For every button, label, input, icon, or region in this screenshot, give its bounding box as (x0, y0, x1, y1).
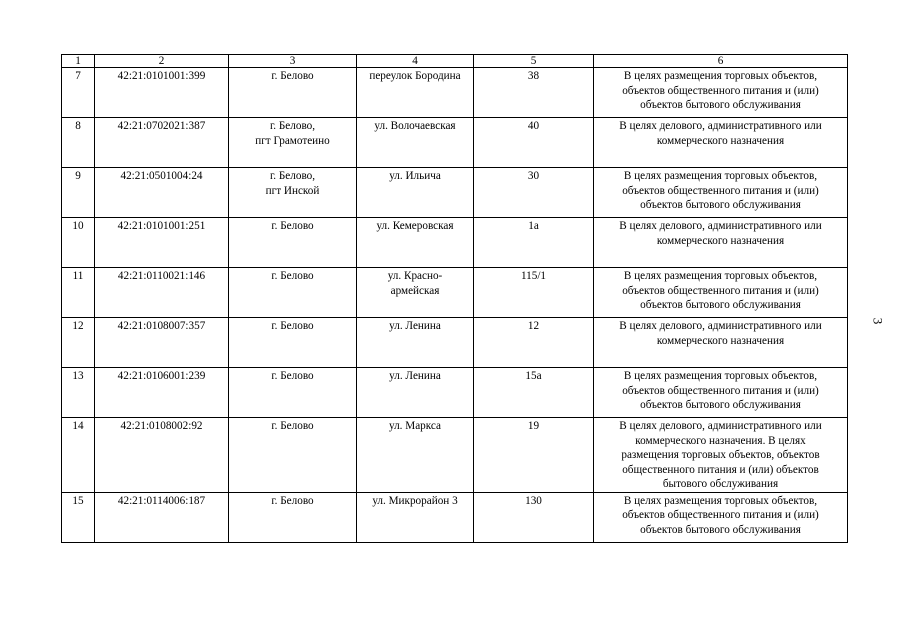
locality-cell: г. Белово (229, 68, 357, 118)
purpose-cell: В целях делового, административного или коммерческого назначения. В целях размещения торговых объектов, объектов общественного питания и (или) объектов бытового обслуживания (594, 418, 848, 493)
cadastral-number-cell: 42:21:0101001:399 (95, 68, 229, 118)
cadastral-number-cell: 42:21:0101001:251 (95, 218, 229, 268)
purpose-cell: В целях делового, административного или коммерческого назначения (594, 318, 848, 368)
column-header-2: 2 (95, 55, 229, 68)
cadastral-number-cell: 42:21:0110021:146 (95, 268, 229, 318)
locality-cell: г. Белово (229, 268, 357, 318)
table-row (62, 418, 848, 493)
purpose-cell: В целях размещения торговых объектов, объектов общественного питания и (или) объектов бытового обслуживания (594, 68, 848, 118)
row-number-cell: 11 (62, 268, 95, 318)
table-row (62, 492, 848, 542)
row-number-cell: 10 (62, 218, 95, 268)
house-number-cell: 1а (474, 218, 594, 268)
street-cell: ул. Ленина (357, 318, 474, 368)
house-number-cell: 15а (474, 368, 594, 418)
table-row (62, 68, 848, 118)
locality-cell: г. Белово (229, 492, 357, 542)
cadastral-number-cell: 42:21:0702021:387 (95, 118, 229, 168)
purpose-cell: В целях делового, административного или коммерческого назначения (594, 118, 848, 168)
column-header-3: 3 (229, 55, 357, 68)
street-cell: ул. Ильича (357, 168, 474, 218)
row-number-cell: 14 (62, 418, 95, 493)
street-cell: ул. Микрорайон 3 (357, 492, 474, 542)
cadastral-number-cell: 42:21:0501004:24 (95, 168, 229, 218)
locality-cell: г. Белово (229, 318, 357, 368)
locality-cell: г. Белово (229, 218, 357, 268)
house-number-cell: 38 (474, 68, 594, 118)
house-number-cell: 130 (474, 492, 594, 542)
cadastral-number-cell: 42:21:0106001:239 (95, 368, 229, 418)
house-number-cell: 30 (474, 168, 594, 218)
land-plots-table (61, 54, 848, 543)
column-header-1: 1 (62, 55, 95, 68)
house-number-cell: 19 (474, 418, 594, 493)
table-row (62, 218, 848, 268)
locality-cell: г. Белово, пгт Грамотеино (229, 118, 357, 168)
street-cell: переулок Бородина (357, 68, 474, 118)
street-cell: ул. Ленина (357, 368, 474, 418)
table-row (62, 368, 848, 418)
page-number: 3 (870, 317, 886, 325)
house-number-cell: 12 (474, 318, 594, 368)
locality-cell: г. Белово (229, 418, 357, 493)
purpose-cell: В целях делового, административного или коммерческого назначения (594, 218, 848, 268)
cadastral-number-cell: 42:21:0108007:357 (95, 318, 229, 368)
table-header-row (62, 55, 848, 68)
cadastral-number-cell: 42:21:0114006:187 (95, 492, 229, 542)
purpose-cell: В целях размещения торговых объектов, объектов общественного питания и (или) объектов бытового обслуживания (594, 168, 848, 218)
street-cell: ул. Кемеровская (357, 218, 474, 268)
house-number-cell: 40 (474, 118, 594, 168)
column-header-4: 4 (357, 55, 474, 68)
purpose-cell: В целях размещения торговых объектов, объектов общественного питания и (или) объектов бытового обслуживания (594, 368, 848, 418)
table-row (62, 268, 848, 318)
table-row (62, 168, 848, 218)
street-cell: ул. Маркса (357, 418, 474, 493)
house-number-cell: 115/1 (474, 268, 594, 318)
table-row (62, 318, 848, 368)
street-cell: ул. Волочаевская (357, 118, 474, 168)
column-header-5: 5 (474, 55, 594, 68)
street-cell: ул. Красно- армейская (357, 268, 474, 318)
row-number-cell: 15 (62, 492, 95, 542)
row-number-cell: 7 (62, 68, 95, 118)
locality-cell: г. Белово, пгт Инской (229, 168, 357, 218)
table-row (62, 118, 848, 168)
cadastral-number-cell: 42:21:0108002:92 (95, 418, 229, 493)
purpose-cell: В целях размещения торговых объектов, объектов общественного питания и (или) объектов бытового обслуживания (594, 268, 848, 318)
row-number-cell: 9 (62, 168, 95, 218)
row-number-cell: 13 (62, 368, 95, 418)
locality-cell: г. Белово (229, 368, 357, 418)
row-number-cell: 12 (62, 318, 95, 368)
row-number-cell: 8 (62, 118, 95, 168)
purpose-cell: В целях размещения торговых объектов, объектов общественного питания и (или) объектов бытового обслуживания (594, 492, 848, 542)
column-header-6: 6 (594, 55, 848, 68)
